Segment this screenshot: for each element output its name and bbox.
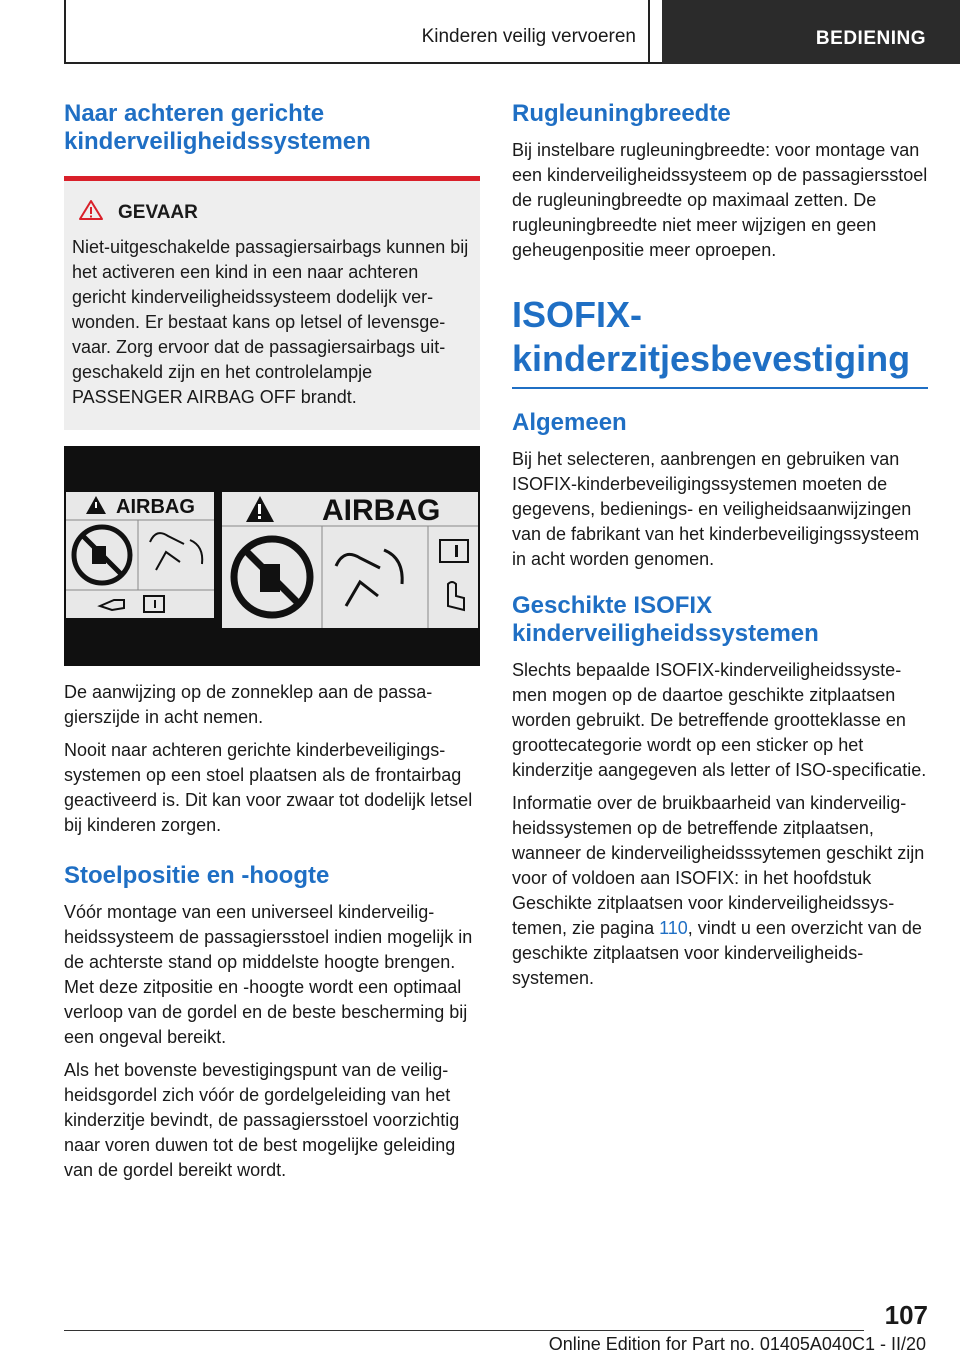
heading-rear-facing: Naar achteren gerichte kinderveiligheidssystemen — [64, 100, 371, 155]
header-divider-left — [64, 0, 66, 64]
page-number: 107 — [884, 1300, 928, 1330]
paragraph-sun-visor: De aanwijzing op de zonneklep aan de passagierszijde in acht nemen. — [64, 682, 433, 727]
paragraph-general: Bij het selecteren, aanbrengen en gebruiken van ISOFIX-kinderbeveiligingssystemen moeten de gegevens, bedienings- en veiligheidsaanwijzingen van de fabrikant van het kinderbeveiligingssysteem in acht worden genomen. — [512, 449, 920, 569]
paragraph-suitable-isofix: Slechts bepaalde ISOFIX-kinderveiligheidssystemen mogen op de daartoe geschikte zitplaatsen worden gebruikt. De betreffende grootteklasse en groottecategorie wordt op een sticker op het kinderzitje aangegeven als letter of ISO-specificatie. — [512, 660, 927, 780]
heading-seat-position: Stoelpositie en -hoogte — [64, 862, 330, 889]
right-column — [512, 100, 928, 999]
warning-title — [78, 199, 472, 227]
heading-backrest-width: Rugleuningbreedte — [512, 100, 731, 127]
paragraph-never-rear-facing: Nooit naar achteren gerichte kinderbeveiligingssystemen op een stoel plaatsen als de frontairbag geactiveerd is. Dit kan voor zwaar tot dodelijk letsel bij kinderen zorgen. — [64, 740, 473, 835]
warning-label: GEVAAR — [118, 202, 198, 223]
warning-triangle-icon — [78, 199, 104, 227]
header-section-label: BEDIENING — [815, 28, 926, 49]
header-underline — [64, 62, 662, 64]
warning-text: Niet-uitgeschakelde passagiersairbags kunnen bij het activeren een kind in een naar achteren gericht kinderveiligheidssysteem dodelijk verwonden. Er bestaat kans op letsel of levensgevaar. Zorg ervoor dat de passagiersairbags uitgeschakeld zijn en het controlelampje PASSENGER AIRBAG OFF brandt. — [72, 237, 469, 407]
airbag-label-large — [222, 492, 478, 628]
warning-box — [64, 176, 480, 430]
paragraph-usability-info — [512, 791, 928, 991]
chapter-title-isofix: ISOFIX-kinderzitjesbevestiging — [512, 294, 911, 379]
airbag-large-text: AIRBAG — [322, 494, 441, 527]
paragraph-backrest-width: Bij instelbare rugleuningbreedte: voor montage van een kinderveiligheidssysteem op de passagiersstoel de rugleuningbreedte op maximaal zetten. De rugleuningbreedte niet meer wijzigen en geen geheugenpositie meer oproepen. — [512, 140, 928, 260]
usability-text-before: Informatie over de bruikbaarheid van kinderveiligheidssystemen op de betreffende zitplaatsen, wanneer de kinderveiligheidsssytemen geschikt zijn voor of voldoen aan ISOFIX: in het hoofdstuk Geschikte zitplaatsen voor kinderveiligheidssystemen, zie pagina — [512, 793, 925, 938]
footer-edition: Online Edition for Part no. 01405A040C1 - II/20 — [548, 1334, 926, 1354]
header-divider-right — [648, 0, 650, 64]
usability-text-after: , vindt u een overzicht van de geschikte zitplaatsen voor kinderveiligheidssystemen. — [512, 918, 922, 988]
airbag-label-small — [66, 492, 214, 618]
paragraph-belt-anchor: Als het bovenste bevestigingspunt van de veiligheidsgordel zich vóór de gordelgeleiding van het kinderzitje bevindt, de passagiersstoel voorzichtig naar voren duwen tot de best mogelijke geleiding van de gordel bereikt wordt. — [64, 1060, 460, 1180]
airbag-small-text: AIRBAG — [116, 496, 195, 518]
footer-rule — [64, 1330, 864, 1331]
heading-general: Algemeen — [512, 409, 627, 436]
left-column — [64, 100, 480, 1191]
heading-suitable-isofix: Geschikte ISOFIX kinderveiligheidssystemen — [512, 592, 819, 647]
page-reference-link[interactable]: 110 — [659, 918, 688, 938]
airbag-label-photo — [64, 446, 480, 666]
header-section-tab — [662, 0, 960, 64]
paragraph-seat-position: Vóór montage van een universeel kinderveiligheidssysteem de passagiersstoel indien mogelijk in de achterste stand op middelste hoogte brengen. Met deze zitpositie en -hoogte wordt een optimaal verloop van de gordel en de beste bescherming bij een ongeval bereikt. — [64, 902, 473, 1047]
header-chapter-title: Kinderen veilig vervoeren — [421, 26, 636, 47]
chapter-title-rule — [512, 387, 928, 389]
